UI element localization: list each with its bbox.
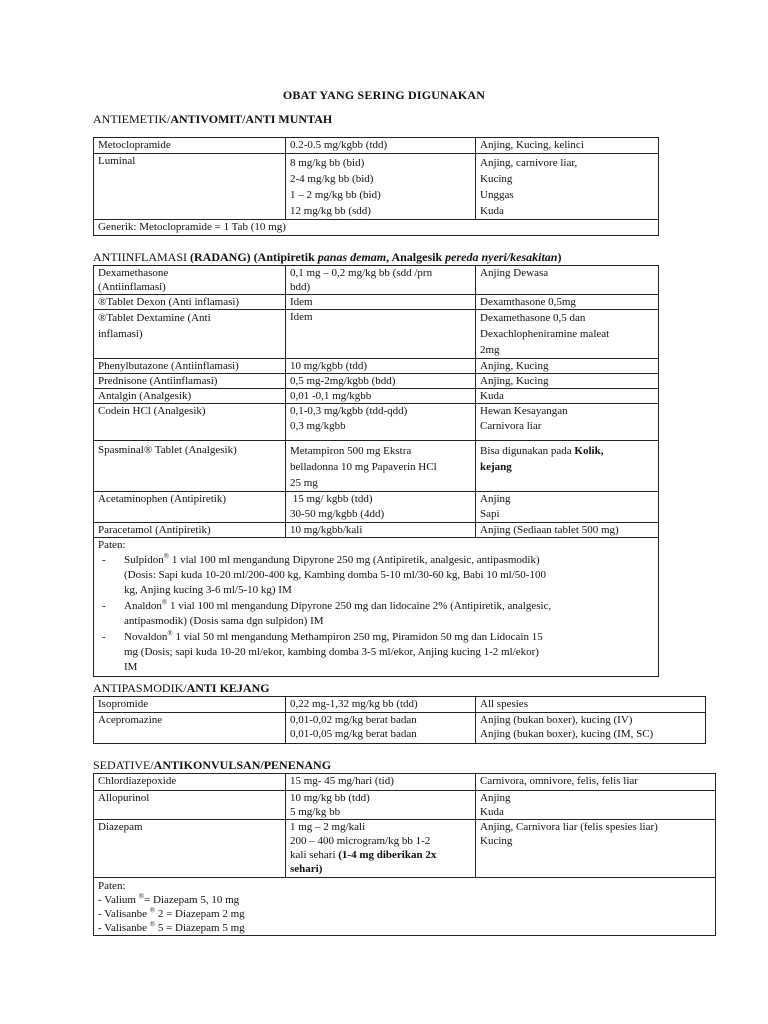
paten-note: [94, 538, 659, 677]
table-row: [94, 138, 659, 154]
species-cell: Anjing, Kucing: [476, 359, 659, 374]
dose-cell: 0,5 mg-2mg/kgbb (bdd): [286, 374, 476, 389]
section-heading-antiinflamasi: ANTIINFLAMASI (RADANG) (Antipiretik panas demam, Analgesik pereda nyeri/kesakitan): [93, 250, 562, 264]
drug-cell: Prednisone (Antiinflamasi): [94, 374, 286, 389]
list-item: - Valium ®= Diazepam 5, 10 mg: [98, 892, 240, 906]
table-row: [94, 389, 659, 404]
dose-cell: 0.2-0.5 mg/kgbb (tdd): [286, 138, 476, 154]
section-heading-sedative: SEDATIVE/ANTIKONVULSAN/PENENANG: [93, 758, 332, 772]
drug-cell: Acetaminophen (Antipiretik): [94, 492, 286, 523]
drug-cell: Paracetamol (Antipiretik): [94, 523, 286, 538]
section-heading-antipasmodik: ANTIPASMODIK/ANTI KEJANG: [93, 681, 270, 695]
dose-cell: Idem: [286, 310, 476, 359]
dose-cell: 0,1-0,3 mg/kgbb (tdd-qdd) 0,3 mg/kgbb: [286, 404, 476, 441]
dose-cell: 0,1 mg – 0,2 mg/kg bb (sdd /prn bdd): [286, 266, 476, 295]
paten-note: [94, 878, 716, 936]
drug-cell: Luminal: [94, 154, 286, 220]
table-row: [94, 878, 716, 936]
list-item: - Analdon® 1 vial 100 ml mengandung Dipyrone 250 mg dan lidocaine 2% (Antipiretik, analgesic, antipasmodik) (Dosis sama dgn sulpidon) IM: [102, 598, 552, 627]
table-row: [94, 774, 716, 791]
table-row: [94, 820, 716, 878]
table-row: [94, 310, 659, 359]
section-heading-antiemetik: ANTIEMETIK/ANTIVOMIT/ANTI MUNTAH: [93, 112, 333, 126]
drug-cell: Phenylbutazone (Antiinflamasi): [94, 359, 286, 374]
table-row: [94, 713, 706, 744]
dose-cell: 15 mg- 45 mg/hari (tid): [286, 774, 476, 791]
species-cell: Anjing (bukan boxer), kucing (IV) Anjing (bukan boxer), kucing (IM, SC): [476, 713, 706, 744]
table-antipasmodik: [93, 696, 706, 744]
table-row: [94, 404, 659, 441]
dose-cell: 8 mg/kg bb (bid) 2-4 mg/kg bb (bid) 1 – 2 mg/kg bb (bid) 12 mg/kg bb (sdd): [286, 154, 476, 220]
dose-cell: Metampiron 500 mg Ekstra belladonna 10 mg Papaverin HCl 25 mg: [286, 441, 476, 492]
drug-cell: Allopurinol: [94, 791, 286, 820]
paten-label: Paten:: [98, 539, 126, 551]
table-row: [94, 492, 659, 523]
species-cell: Anjing (Sediaan tablet 500 mg): [476, 523, 659, 538]
species-cell: Anjing Kuda: [476, 791, 716, 820]
dose-cell: 15 mg/ kgbb (tdd) 30-50 mg/kgbb (4dd): [286, 492, 476, 523]
drug-cell: Dexamethasone (Antiinflamasi): [94, 266, 286, 295]
species-cell: Dexamthasone 0,5mg: [476, 295, 659, 310]
dose-cell: 10 mg/kgbb/kali: [286, 523, 476, 538]
table-sedative: [93, 773, 716, 936]
drug-cell: Acepromazine: [94, 713, 286, 744]
species-cell: Bisa digunakan pada Kolik, kejang: [476, 441, 659, 492]
species-cell: All spesies: [476, 697, 706, 713]
species-cell: Anjing, Carnivora liar (felis spesies liar) Kucing: [476, 820, 716, 878]
species-cell: Kuda: [476, 389, 659, 404]
table-row: [94, 359, 659, 374]
list-item: - Valisanbe ® 5 = Diazepam 5 mg: [98, 920, 245, 934]
table-antiinflamasi: [93, 265, 659, 677]
drug-cell: Isopromide: [94, 697, 286, 713]
page-title: OBAT YANG SERING DIGUNAKAN: [282, 88, 486, 102]
drug-cell: Diazepam: [94, 820, 286, 878]
table-row: [94, 538, 659, 677]
table-row: [94, 791, 716, 820]
species-cell: Carnivora, omnivore, felis, felis liar: [476, 774, 716, 791]
generic-note: Generik: Metoclopramide = 1 Tab (10 mg): [94, 220, 659, 236]
species-cell: Hewan Kesayangan Carnivora liar: [476, 404, 659, 441]
species-cell: Anjing, Kucing: [476, 374, 659, 389]
paten-label: Paten:: [98, 880, 126, 892]
table-row: [94, 266, 659, 295]
table-row: [94, 441, 659, 492]
drug-cell: Codein HCl (Analgesik): [94, 404, 286, 441]
table-row: [94, 220, 659, 236]
table-row: [94, 697, 706, 713]
list-item: - Novaldon® 1 vial 50 ml mengandung Methampiron 250 mg, Piramidon 50 mg dan Lidocain 15 mg (Dosis; sapi kuda 10-20 ml/ekor, kambing domba 3-5 ml/ekor, Anjing kucing 1-2 ml/ekor) IM: [102, 629, 543, 673]
table-row: [94, 374, 659, 389]
dose-cell: 0,01 -0,1 mg/kgbb: [286, 389, 476, 404]
table-row: [94, 154, 659, 220]
drug-cell: Chlordiazepoxide: [94, 774, 286, 791]
species-cell: Anjing Dewasa: [476, 266, 659, 295]
list-item: - Sulpidon® 1 vial 100 ml mengandung Dipyrone 250 mg (Antipiretik, analgesic, antipasmodik) (Dosis: Sapi kuda 10-20 ml/200-400 kg, Kambing domba 5-10 ml/30-60 kg, Babi 10 ml/50-100 kg, Anjing kucing 3-6 ml/5-10 kg) IM: [102, 552, 546, 596]
dose-cell: 1 mg – 2 mg/kali 200 – 400 microgram/kg bb 1-2 kali sehari (1-4 mg diberikan 2x sehari): [286, 820, 476, 878]
list-item: - Valisanbe ® 2 = Diazepam 2 mg: [98, 906, 245, 920]
species-cell: Dexamethasone 0,5 dan Dexachlopheniramine maleat 2mg: [476, 310, 659, 359]
paten-list: [98, 553, 654, 675]
drug-cell: ®Tablet Dexon (Anti inflamasi): [94, 295, 286, 310]
dose-cell: 0,01-0,02 mg/kg berat badan 0,01-0,05 mg/kg berat badan: [286, 713, 476, 744]
table-antiemetik: [93, 137, 659, 236]
dose-cell: Idem: [286, 295, 476, 310]
dose-cell: 10 mg/kgbb (tdd): [286, 359, 476, 374]
table-row: [94, 295, 659, 310]
drug-cell: Metoclopramide: [94, 138, 286, 154]
species-cell: Anjing, Kucing, kelinci: [476, 138, 659, 154]
species-cell: Anjing, carnivore liar, Kucing Unggas Kuda: [476, 154, 659, 220]
dose-cell: 0,22 mg-1,32 mg/kg bb (tdd): [286, 697, 476, 713]
drug-cell: ®Tablet Dextamine (Anti inflamasi): [94, 310, 286, 359]
drug-cell: Antalgin (Analgesik): [94, 389, 286, 404]
table-row: [94, 523, 659, 538]
drug-cell: Spasminal® Tablet (Analgesik): [94, 441, 286, 492]
species-cell: Anjing Sapi: [476, 492, 659, 523]
dose-cell: 10 mg/kg bb (tdd) 5 mg/kg bb: [286, 791, 476, 820]
